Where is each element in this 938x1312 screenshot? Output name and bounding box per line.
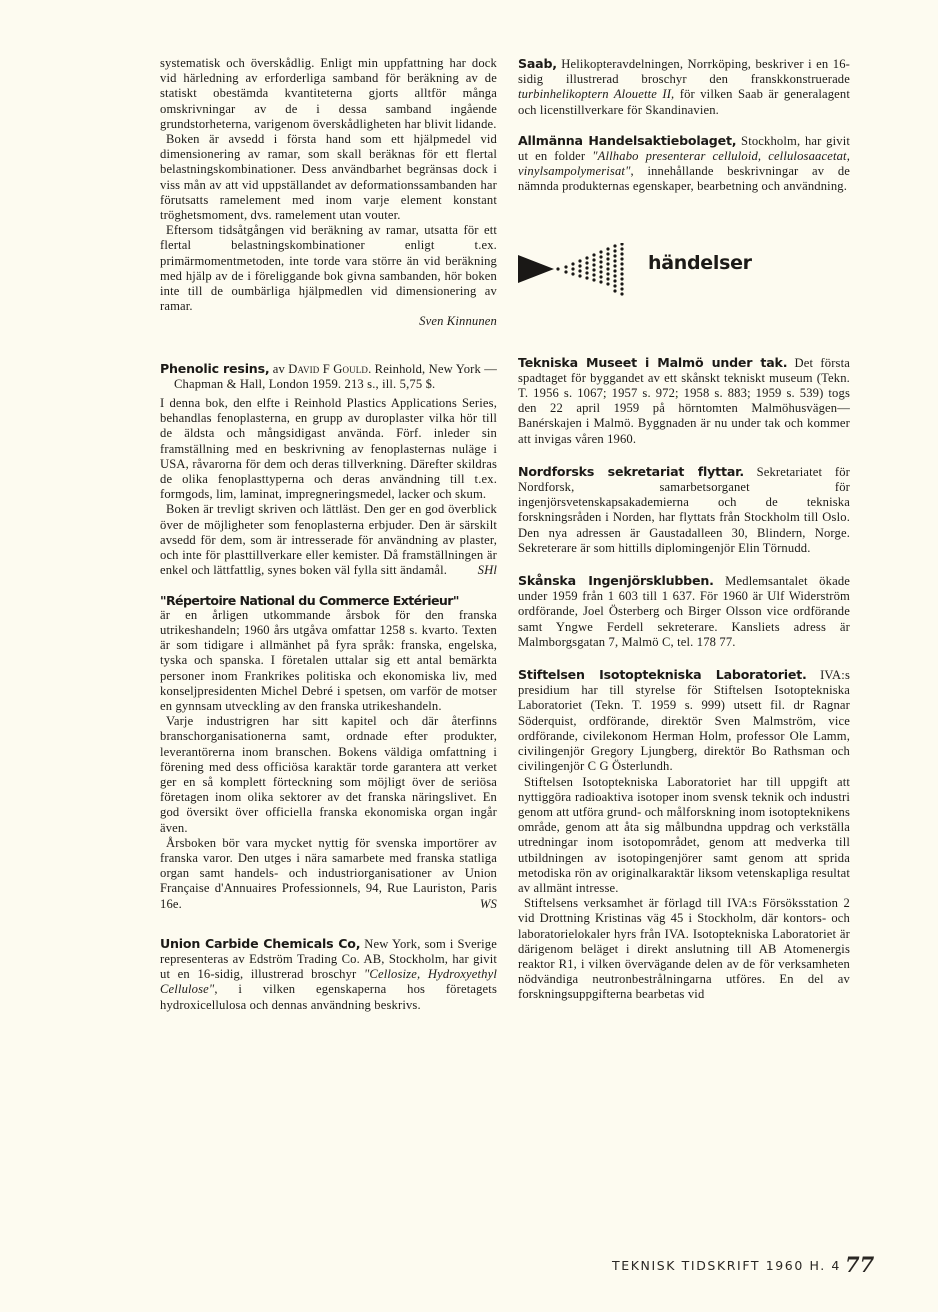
paragraph: Stiftelsens verksamhet är förlagd till IVA:s Försöksstation 2 vid Drottning Kristinas väg 45 i Stockholm, där kontors- och laboratorielokaler hyrs från IVA. Isotoptekniska Laboratoriet är därigenom beläget i direkt anslutning till AB Atomenergis reaktor R1, i vilken övervägande delen av de för verksamheten nödvändiga neutronbestrålningarna utföres. En del av forskningsuppgifterna bearbetas vid <box>518 896 850 1002</box>
author-name: David F Gould <box>288 361 369 376</box>
signature: Sven Kinnunen <box>419 314 497 329</box>
paragraph: Varje industrigren har sitt kapitel och där återfinns branschorganisationerna samt, ordnade efter produkter, leverantörerna inom branschen. Bokens väldiga omfattning i förening med dess officiösa karaktär torde garantera att verket ger en så komplett förteckning som möjligt över de seriösa företagen inom olika sektorer av det franska näringslivet. En god översikt över officiella franska ekonomiska organ ingår även. <box>160 714 497 835</box>
left-column <box>160 56 497 1030</box>
entry-heading: "Répertoire National du Commerce Extérieur" <box>160 592 459 608</box>
entry-heading: Saab, <box>518 56 557 71</box>
entry-heading: Phenolic resins, <box>160 360 270 376</box>
notice-saab <box>518 56 850 118</box>
entry-heading: Union Carbide Chemicals Co, <box>160 935 361 951</box>
paragraph <box>160 502 497 578</box>
paragraph-text: Stockholm, har givit ut en folder <box>518 133 851 164</box>
entry-heading: Tekniska Museet i Malmö under tak. <box>518 354 788 370</box>
paragraph-text: IVA:s presidium har till styrelse för Stiftelsen Isotoptekniska Laboratoriet (Tekn. T. 1959 s. 999) utsett fil. dr Ragnar Söderquist, ordförande, direktör Sven Malmström, vice ordförande, civilekonom Herman Holm, professor Ole Lamm, civilingenjör Gregory Ljungberg, direktör Bo Rathsman och civilingenjör C G Österlundh. <box>518 668 850 774</box>
paragraph <box>518 464 850 556</box>
paragraph-text: Helikopteravdelningen, Norrköping, beskriver i en 16-sidig illustrerad broschyr den franskkonstruerade <box>518 57 850 87</box>
paragraph-text: för vilken Saab är generalagent och licenstillverkare för Skandinavien. <box>518 87 851 117</box>
section-title: händelser <box>648 251 752 274</box>
arrow-dots-icon <box>518 243 642 305</box>
paragraph-text: Medlemsantalet ökade under 1959 från 1 603 till 1 637. För 1960 är Ulf Widerström ordförande, Joel Österberg och Birger Olsson vice ordförande samt Yngwe Ferdell sekreterare. Kansliets adress är Malmborgsgatan 7, Malmö C, tel. 178 77. <box>518 574 851 649</box>
review-continuation <box>160 56 497 330</box>
paragraph <box>518 573 850 650</box>
paragraph-text: , innehållande beskrivningar av de nämnda produkternas egenskaper, bearbetning och användning. <box>518 164 850 194</box>
paragraph <box>518 667 850 774</box>
entry-heading: Nordforsks sekretariat flyttar. <box>518 463 744 479</box>
paragraph <box>518 133 850 195</box>
brochure-title: "Cellosize, Hydroxyethyl Cellulose" <box>160 967 497 997</box>
news-stiftelsen-isotoptekniska <box>518 667 850 1002</box>
right-column <box>518 56 850 1020</box>
notice-allmanna-handelsaktiebolaget <box>518 133 850 195</box>
news-nordforsk <box>518 464 850 556</box>
signature: SHl <box>477 563 497 578</box>
news-skanska-ingenjorsklubben <box>518 573 850 650</box>
paragraph-text: Sekretariatet för Nordforsk, samarbetsorganet för ingenjörsvetenskapsakademierna och de tekniska forskningsråden i Norden, har flyttats från Stockholm till Oslo. Den nya adressen är Gaustadalleen 30, Blindern, Norge. Sekreterare är som hittills diplomingenjör Elin Törnudd. <box>518 464 850 555</box>
paragraph-text: Boken är trevligt skriven och lättläst. Den ger en god överblick över de möjligheter som fenoplasterna erbjuder. Den är särskilt avsedd för dem, som är intresserade för användning av plaster, och inte för plasttillverkare eller kemister. Då framställningen är enkel och lättfattlig, synes boken väl fylla sitt ändamål. <box>160 502 497 578</box>
citation-text: av <box>269 361 289 376</box>
brochure-title: turbinhelikoptern Alouette II, <box>518 87 675 102</box>
paragraph: är en årligen utkommande årsbok för den franska utrikeshandeln; 1960 års utgåva omfattar 1258 s. kvarto. Texten är som tidigare i allmänhet på fyra språk: franska, engelska, tyska och spanska. I företalen uttalar sig ett antal bemärkta personer inom Frankrikes politiska och ekonomiska liv, med konseljpresidenten Michel Debré i spetsen, om varför de motser en gynnsam utveckling av den franska utrikeshandeln. <box>160 607 497 713</box>
paragraph <box>160 836 497 912</box>
section-header-handelser <box>518 235 850 293</box>
journal-issue: TEKNISK TIDSKRIFT 1960 H. 4 <box>612 1258 841 1273</box>
paragraph-text: , i vilken egenskaperna hos företagets hydroxicellulosa och dennas användning beskrivs. <box>160 982 497 1012</box>
paragraph <box>518 56 850 118</box>
signature: WS <box>479 896 497 911</box>
news-tekniska-museet <box>518 355 850 447</box>
paragraph-text: Det första spadtaget för byggandet av ett skånskt tekniskt museum (Tekn. T. 1956 s. 1067; 1957 s. 972; 1958 s. 883; 1959 s. 539) togs den 22 april 1959 på hörntomten Malmöhusvägen—Banérskajen i Malmö. Byggnaden är nu under tak och kommer att invigas våren 1960. <box>518 355 850 446</box>
paragraph: I denna bok, den elfte i Reinhold Plastics Applications Series, behandlas fenoplasterna, en grupp av duroplaster vilka hör till de äldsta och mångsidigast använda. Förf. inleder sin framställning med en beskrivning av fenoplasternas nuläge i USA, råvarorna för dem och deras tillverkning. Därefter skildras de olika fenoplasttyperna och deras användning till t.ex. formgods, lim, laminat, impregneringsmedel, lacker och skum. <box>160 396 497 502</box>
paragraph-text: New York, som i Sverige representeras av Edström Trading Co. AB, Stockholm, har givit ut en 16-sidig, illustrerad broschyr <box>160 936 497 982</box>
paragraph <box>160 936 497 1013</box>
page-number: 77 <box>844 1252 875 1277</box>
brochure-title: "Allhabo presenterar celluloid, cellulosaacetat, vinylsampolymerisat" <box>518 149 850 179</box>
entry-heading: Allmänna Handelsaktiebolaget, <box>518 132 737 148</box>
entry-heading: Stiftelsen Isotoptekniska Laboratoriet. <box>518 667 807 683</box>
entry-heading: Skånska Ingenjörsklubben. <box>518 573 714 589</box>
paragraph: Stiftelsen Isotoptekniska Laboratoriet har till uppgift att nyttiggöra radioaktiva isotoper inom svensk teknik och industri genom att utföra grund- och målforskning inom isotopteknikens område, genom att åta sig målbundna uppdrag och verkställa utredningar inom isotopområdet, genom att medverka till utbildningen av isotopingenjörer samt genom att sprida metodiska rön av originalkaraktär liksom vetenskapliga resultat av allmänt intresse. <box>518 774 850 895</box>
notice-union-carbide <box>160 936 497 1013</box>
book-citation <box>160 361 497 392</box>
paragraph: Eftersom tidsåtgången vid beräkning av ramar, utsatta för ett flertal belastningskombinationer enligt t.ex. primärmomentmetoden, inte torde vara större än vid beräkning med hjälp av de i föreliggande bok givna sambanden, hör boken inte till de oumbärliga hjälpmedlen vid dimensionering av ramar. <box>160 223 497 314</box>
review-phenolic-resins <box>160 361 497 579</box>
review-repertoire <box>160 593 497 912</box>
page-footer <box>612 1252 874 1277</box>
paragraph <box>518 355 850 447</box>
paragraph: systematisk och överskådlig. Enligt min uppfattning har dock vid härledning av erforderliga samband för beräkning av de statiskt obestämda kvantiteterna gjorts alltför många omskrivningar av de i dessa samband ingående grundstorheterna, varigenom överskådligheten har blivit lidande. <box>160 56 497 131</box>
paragraph: Boken är avsedd i första hand som ett hjälpmedel vid dimensionering av ramar, som skall beräknas för ett flertal belastningskombinationer. Dess användbarhet begränsas dock i viss mån av att vid uppställandet av deformationssambanden har förutsatts ramelement med inom varje element konstant tröghetsmoment, dvs. ramelement utan vouter. <box>160 132 497 223</box>
paragraph-text: Årsboken bör vara mycket nyttig för svenska importörer av franska varor. Den utges i nära samarbete med franska statliga organ samt handels- och industriorganisationer av Union Française d'Annuaires Professionnels, 94, Rue Lauriston, Paris 16e. <box>160 835 497 911</box>
citation-text: . Reinhold, New York — Chapman & Hall, London 1959. 213 s., ill. 5,75 $. <box>174 361 497 391</box>
